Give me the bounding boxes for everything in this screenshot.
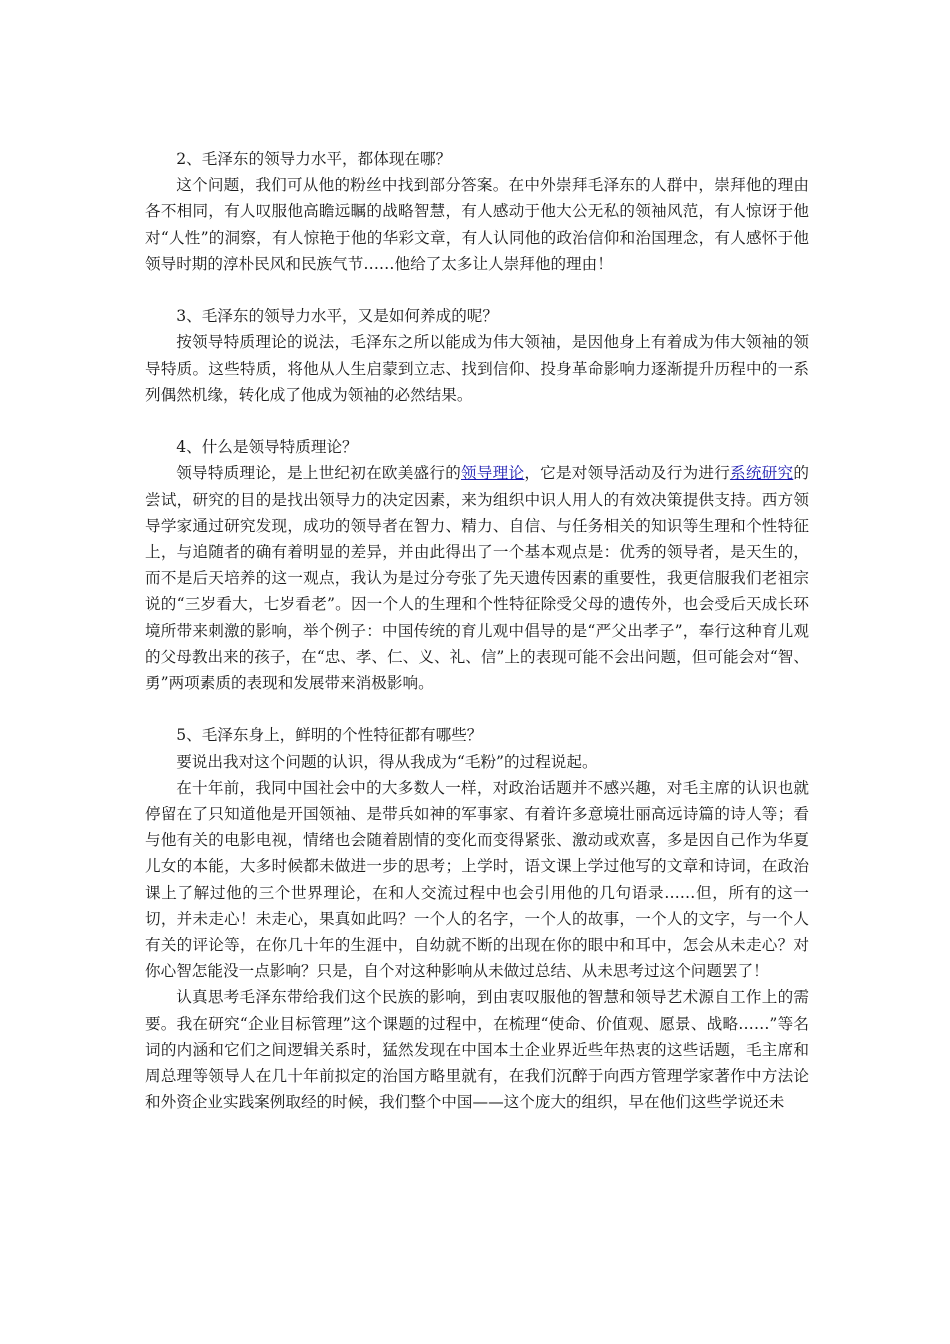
paragraph-spacer [145,277,809,303]
paragraph: 这个问题，我们可从他的粉丝中找到部分答案。在中外崇拜毛泽东的人群中，崇拜他的理由各不相同，有人叹服他高瞻远瞩的战略智慧，有人感动于他大公无私的领袖风范，有人惊讶于他对“人性”的洞察，有人惊艳于他的华彩文章，有人认同他的政治信仰和治国理念，有人感怀于他领导时期的淳朴民风和民族气节……他给了太多让人崇拜他的理由！ [145,176,809,273]
paragraph: 认真思考毛泽东带给我们这个民族的影响，到由衷叹服他的智慧和领导艺术源自工作上的需要。我在研究“企业目标管理”这个课题的过程中，在梳理“使命、价值观、愿景、战略……”等名词的内涵和它们之间逻辑关系时，猛然发现在中国本土企业界近些年热衷的这些话题，毛主席和周总理等领导人在几十年前拟定的治国方略里就有，在我们沉醉于向西方管理学家著作中方法论和外资企业实践案例取经的时候，我们整个中国——这个庞大的组织，早在他们这些学说还未 [145,988,809,1112]
paragraph: 要说出我对这个问题的认识，得从我成为“毛粉”的过程说起。 [176,752,598,771]
section-heading: 4、什么是领导特质理论？ [176,438,358,457]
section-heading: 5、毛泽东身上，鲜明的个性特征都有哪些？ [176,726,483,745]
section-3 [145,303,809,408]
section-2 [145,146,809,277]
section-5 [145,722,809,1115]
paragraph-spacer [145,696,809,722]
document-body [145,146,809,1115]
text-run: 的尝试，研究的目的是找出领导力的决定因素，来为组织中识人用人的有效决策提供支持。西方领导学家通过研究发现，成功的领导者在智力、精力、自信、与任务相关的知识等生理和个性特征上，与追随者的确有着明显的差异，并由此得出了一个基本观点是：优秀的领导者，是天生的，而不是后天培养的这一观点，我认为是过分夸张了先天遗传因素的重要性，我更信服我们老祖宗说的“三岁看大，七岁看老”。因一个人的生理和个性特征除受父母的遗传外，也会受后天成长环境所带来刺激的影响，举个例子：中国传统的育儿观中倡导的是“严父出孝子”，奉行这种育儿观的父母教出来的孩子，在“忠、孝、仁、义、礼、信”上的表现可能不会出问题，但可能会对“智、勇”两项素质的表现和发展带来消极影响。 [145,464,809,693]
section-heading: 2、毛泽东的领导力水平，都体现在哪？ [176,150,452,168]
text-run: ，它是对领导活动及行为进行 [524,464,731,483]
paragraph-spacer [145,408,809,434]
text-run: 领导特质理论，是上世纪初在欧美盛行的 [176,464,462,483]
paragraph: 在十年前，我同中国社会中的大多数人一样，对政治话题并不感兴趣，对毛主席的认识也就停留在了只知道他是开国领袖、是带兵如神的军事家、有着许多意境壮丽高远诗篇的诗人等；看与他有关的电影电视，情绪也会随着剧情的变化而变得紧张、激动或欢喜，多是因自己作为华夏儿女的本能，大多时候都未做进一步的思考；上学时，语文课上学过他写的文章和诗词，在政治课上了解过他的三个世界理论，在和人交流过程中也会引用他的几句语录……但，所有的这一切，并未走心！未走心，果真如此吗？一个人的名字，一个人的故事，一个人的文字，与一个人有关的评论等，在你几十年的生涯中，自幼就不断的出现在你的眼中和耳中，怎会从未走心？对你心智怎能没一点影响？只是，自个对这种影响从未做过总结、从未思考过这个问题罢了！ [145,778,809,981]
paragraph [145,460,809,696]
section-4 [145,434,809,696]
link-systematic-research[interactable]: 系统研究 [730,464,794,483]
section-heading: 3、毛泽东的领导力水平，又是如何养成的呢？ [176,307,498,326]
link-leadership-theory[interactable]: 领导理论 [461,464,525,483]
paragraph: 按领导特质理论的说法，毛泽东之所以能成为伟大领袖，是因他身上有着成为伟大领袖的领导特质。这些特质，将他从人生启蒙到立志、找到信仰、投身革命影响力逐渐提升历程中的一系列偶然机缘，转化成了他成为领袖的必然结果。 [145,333,809,404]
